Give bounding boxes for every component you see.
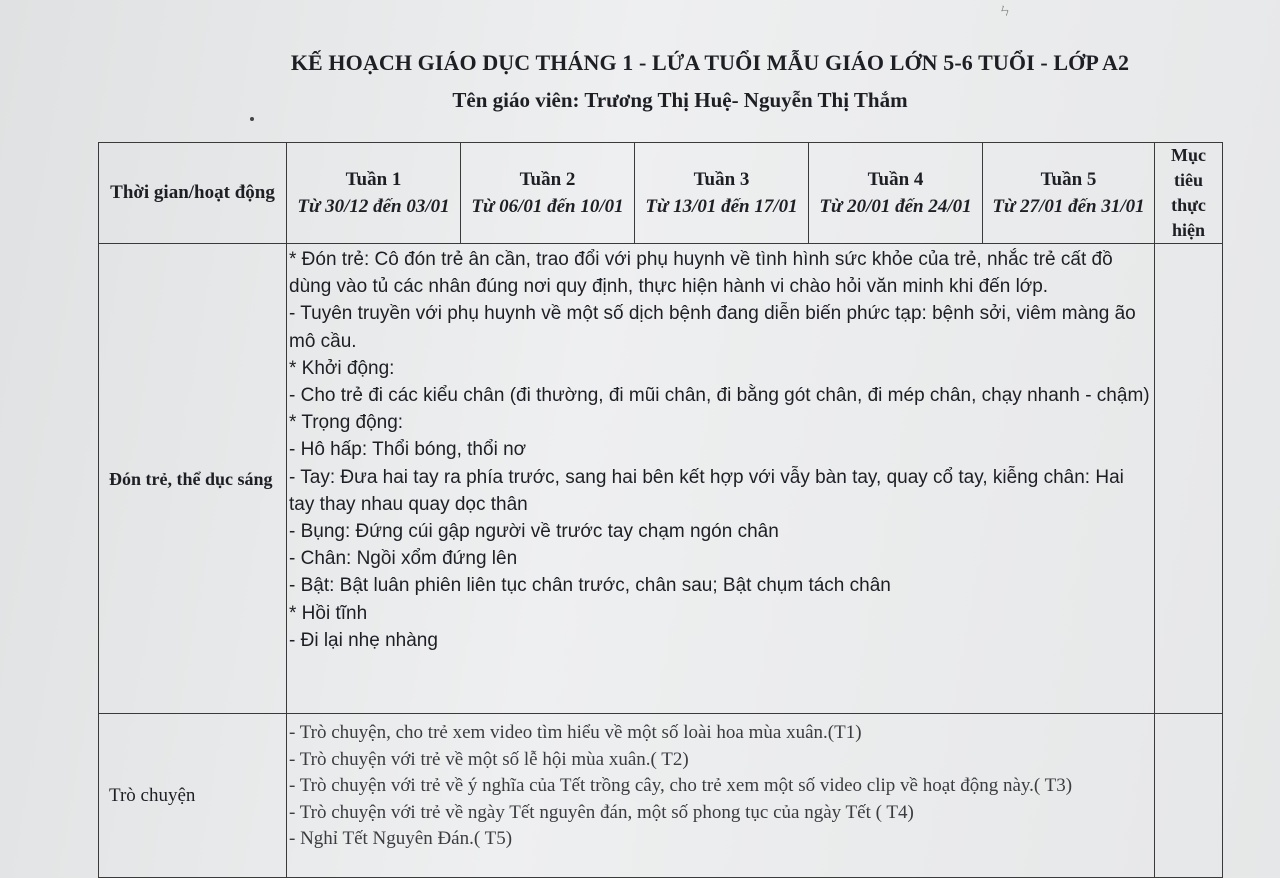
- content-line: - Trò chuyện với trẻ về ý nghĩa của Tết trồng cây, cho trẻ xem một số video clip về hoạt động này.( T3): [289, 775, 1073, 796]
- content-line: - Bụng: Đứng cúi gập người về trước tay chạm ngón chân: [289, 521, 779, 543]
- content-line: * Hồi tĩnh: [289, 602, 368, 624]
- education-plan-table: [98, 142, 1223, 878]
- content-line: * Trọng động:: [289, 412, 404, 434]
- content-line: - Cho trẻ đi các kiểu chân (đi thường, đi mũi chân, đi bằng gót chân, đi mép chân, chạy nhanh - chậm): [289, 385, 1150, 407]
- content-line: - Trò chuyện với trẻ về ngày Tết nguyên đán, một số phong tục của ngày Tết ( T4): [289, 801, 914, 823]
- content-line: - Hô hấp: Thổi bóng, thổi nơ: [289, 439, 527, 461]
- header-week-1: [287, 143, 461, 244]
- teacher-line: Tên giáo viên: Trương Thị Huệ- Nguyễn Thị Thắm: [452, 88, 908, 112]
- week-range: Từ 27/01 đến 31/01: [992, 196, 1145, 217]
- header-row: [99, 143, 1223, 244]
- week-range: Từ 06/01 đến 10/01: [471, 196, 624, 217]
- content-line: - Nghỉ Tết Nguyên Đán.( T5): [289, 828, 513, 849]
- week-label: Tuần 1: [345, 169, 402, 190]
- week-label: Tuần 4: [867, 169, 924, 190]
- header-goals: Mục tiêu thực hiện: [1155, 143, 1223, 244]
- content-line: - Chân: Ngồi xổm đứng lên: [289, 548, 518, 570]
- week-range: Từ 30/12 đến 03/01: [297, 196, 450, 217]
- content-line: - Tuyên truyền với phụ huynh về một số dịch bệnh đang diễn biến phức tạp: bệnh sởi, viêm màng ão mô cầu.: [289, 303, 1136, 352]
- row-content-conversation: [287, 714, 1155, 878]
- content-line: - Bật: Bật luân phiên liên tục chân trước, chân sau; Bật chụm tách chân: [289, 575, 891, 597]
- week-label: Tuần 5: [1040, 169, 1097, 190]
- content-line: - Trò chuyện với trẻ về một số lễ hội mùa xuân.( T2): [289, 748, 689, 770]
- goal-cell: [1155, 714, 1223, 878]
- bullet-dot-icon: [250, 117, 254, 121]
- header-week-4: [809, 143, 983, 244]
- content-line: - Tay: Đưa hai tay ra phía trước, sang hai bên kết hợp với vẫy bàn tay, quay cổ tay, kiễng chân: Hai tay thay nhau quay dọc thân: [289, 466, 1124, 515]
- header-week-2: [461, 143, 635, 244]
- content-line: * Khởi động:: [289, 357, 395, 379]
- table-row: [99, 244, 1223, 714]
- row-label-conversation: Trò chuyện: [99, 714, 287, 878]
- week-range: Từ 20/01 đến 24/01: [819, 196, 972, 217]
- content-line: - Đi lại nhẹ nhàng: [289, 629, 438, 651]
- row-content-morning-exercise: [287, 244, 1155, 714]
- header-activity-time: Thời gian/hoạt động: [99, 143, 287, 244]
- header-week-3: [635, 143, 809, 244]
- content-line: * Đón trẻ: Cô đón trẻ ân cần, trao đổi với phụ huynh về tình hình sức khỏe của trẻ, nhắc trẻ cất đồ dùng vào tủ các nhân đúng nơi quy định, thực hiện hành vi chào hỏi văn minh khi đến lớp.: [289, 249, 1113, 298]
- week-label: Tuần 2: [519, 169, 576, 190]
- week-range: Từ 13/01 đến 17/01: [645, 196, 798, 217]
- table-row: [99, 714, 1223, 878]
- header-week-5: [983, 143, 1155, 244]
- week-label: Tuần 3: [693, 169, 750, 190]
- content-line: - Trò chuyện, cho trẻ xem video tìm hiểu về một số loài hoa mùa xuân.(T1): [289, 722, 862, 743]
- row-label-morning-exercise: Đón trẻ, thể dục sáng: [99, 244, 287, 714]
- corner-mark-icon: ㄣ: [998, 4, 1012, 19]
- goal-cell: [1155, 244, 1223, 714]
- document-title: KẾ HOẠCH GIÁO DỤC THÁNG 1 - LỨA TUỔI MẪU GIÁO LỚN 5-6 TUỔI - LỚP A2: [290, 50, 1130, 75]
